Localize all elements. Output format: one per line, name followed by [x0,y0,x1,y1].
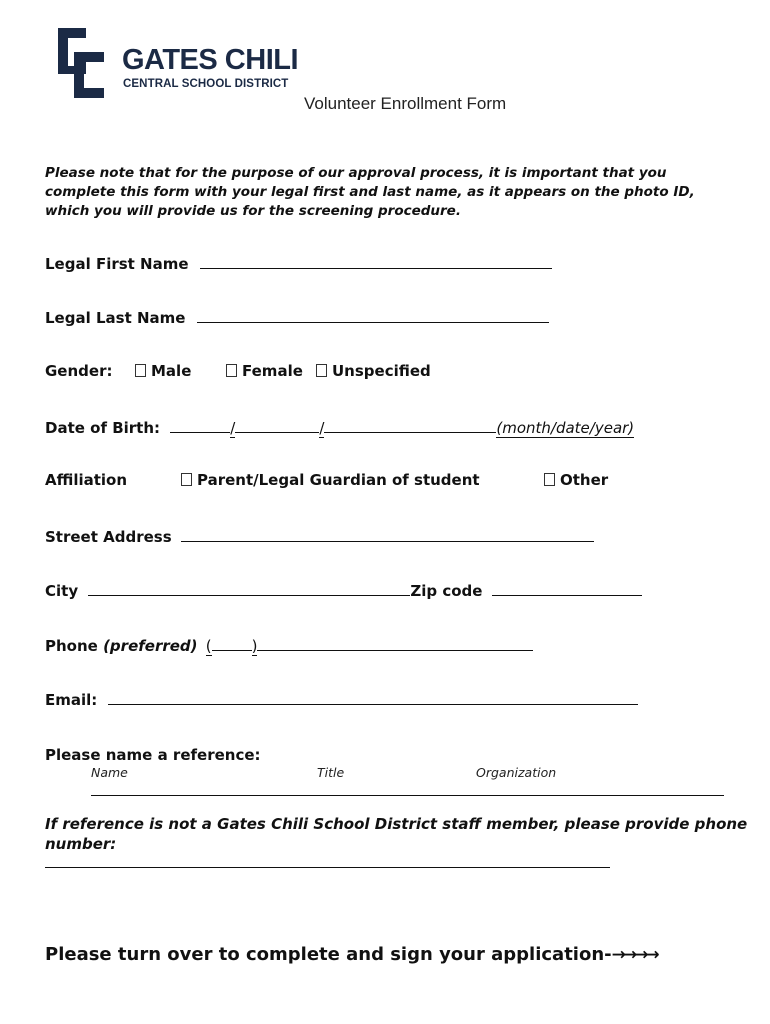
phone-close-paren: ) [251,637,258,655]
phone-open-paren: ( [205,637,212,655]
female-checkbox[interactable] [226,364,237,377]
email-field[interactable] [108,688,638,705]
affiliation-option-other[interactable]: Other [544,470,608,490]
first-name-label: Legal First Name [45,255,189,273]
dob-hint: (month/date/year) [496,419,635,437]
gender-row [45,361,112,381]
first-name-row [45,252,552,274]
gender-option-male[interactable]: Male [135,361,191,381]
street-row [45,525,594,547]
street-field[interactable] [181,525,594,542]
parent-checkbox[interactable] [181,473,192,486]
reference-organization-label: Organization [476,765,557,780]
unspecified-checkbox[interactable] [316,364,327,377]
arrows-icon: →→→→ [611,945,657,965]
gender-option-unspecified[interactable]: Unspecified [316,361,431,381]
legal-name-note: Please note that for the purpose of our approval process, it is important that you complete this form with your legal first and last name, as it appears on the photo ID, which you will provide us for the screening procedure. [45,165,695,219]
dob-slash-2: / [319,419,325,437]
reference-phone-note: If reference is not a Gates Chili School District staff member, please provide phone number: [45,815,748,853]
reference-title-label: Title [317,765,345,780]
dob-day-field[interactable] [235,416,319,433]
reference-heading: Please name a reference: [45,746,261,764]
phone-number-field[interactable] [257,634,533,651]
affiliation-row [45,470,127,490]
last-name-row [45,306,549,328]
phone-row [45,634,533,656]
first-name-field[interactable] [200,252,552,269]
street-label: Street Address [45,528,172,546]
org-subtitle: CENTRAL SCHOOL DISTRICT [123,78,289,90]
affiliation-label: Affiliation [45,471,128,489]
district-logo-icon [52,24,108,100]
other-checkbox[interactable] [544,473,555,486]
male-checkbox[interactable] [135,364,146,377]
city-label: City [45,582,79,600]
form-title: Volunteer Enrollment Form [304,94,507,113]
zip-field[interactable] [492,579,642,596]
phone-area-field[interactable] [212,634,252,651]
reference-phone-field[interactable] [45,867,610,868]
org-name: GATES CHILI [122,44,299,76]
zip-label: Zip code [410,582,483,600]
last-name-label: Legal Last Name [45,309,186,327]
email-row [45,688,638,710]
reference-name-label: Name [91,765,128,780]
reference-field[interactable] [91,795,724,796]
phone-label: Phone [45,637,98,655]
gender-option-female[interactable]: Female [226,361,303,381]
gender-label: Gender: [45,362,113,380]
email-label: Email: [45,691,98,709]
city-zip-row [45,579,642,601]
dob-year-field[interactable] [324,416,496,433]
turn-over-instruction: Please turn over to complete and sign your application-→→→→ [45,944,657,965]
last-name-field[interactable] [197,306,549,323]
affiliation-option-parent[interactable]: Parent/Legal Guardian of student [181,470,480,490]
dob-label: Date of Birth: [45,419,161,437]
phone-hint: (preferred) [103,637,198,655]
dob-month-field[interactable] [170,416,230,433]
dob-slash-1: / [230,419,236,437]
dob-row [45,416,634,438]
city-field[interactable] [88,579,410,596]
